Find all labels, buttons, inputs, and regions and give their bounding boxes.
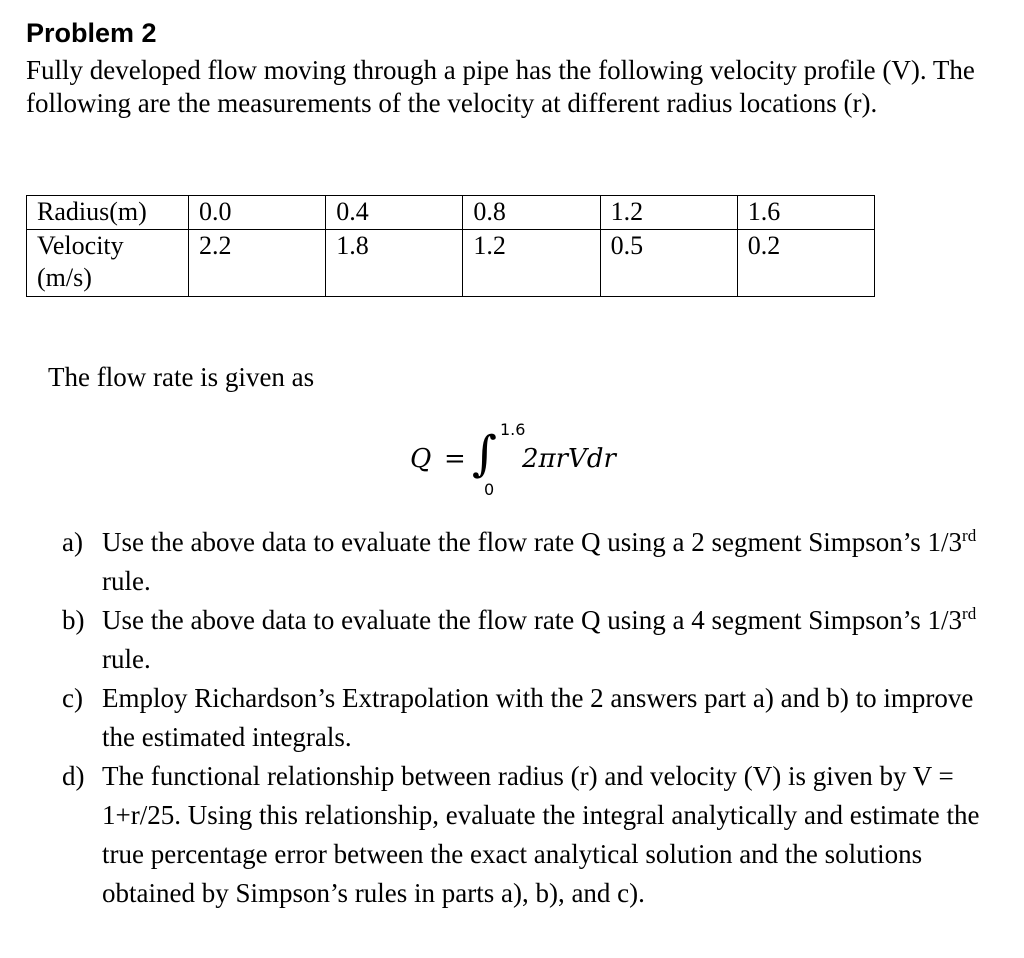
velocity-label: Velocity (m/s) xyxy=(27,230,189,297)
radius-cell: 1.2 xyxy=(600,196,737,230)
integral-sign: ∫ xyxy=(472,426,498,482)
integral-upper-limit: 1.6 xyxy=(500,420,526,439)
question-letter: a) xyxy=(62,527,83,557)
integral-lower-limit: 0 xyxy=(484,480,495,499)
question-tail: rule. xyxy=(102,566,151,596)
radius-cell: 0.0 xyxy=(189,196,326,230)
question-list xyxy=(62,523,1002,913)
question-text: Use the above data to evaluate the flow rate Q using a 2 segment Simpson’s 1/3 xyxy=(102,527,963,557)
formula-equals: = xyxy=(444,444,466,474)
radius-cell: 0.4 xyxy=(326,196,463,230)
velocity-cell: 0.5 xyxy=(600,230,737,297)
question-tail: rule. xyxy=(102,644,151,674)
question-c xyxy=(62,679,1002,757)
velocity-table xyxy=(26,195,875,297)
question-text: The functional relationship between radius (r) and velocity (V) is given by V = 1+r/25. Using this relationship, evaluate the integral analytically and estimate the true percentage error between the exact analytical solution and the solutions obtained by Simpson’s rules in parts a), b), and c). xyxy=(102,761,980,908)
flow-rate-intro: The flow rate is given as xyxy=(48,362,315,392)
question-superscript: rd xyxy=(962,604,977,623)
question-superscript: rd xyxy=(962,526,977,545)
radius-cell: 0.8 xyxy=(463,196,600,230)
velocity-cell: 1.2 xyxy=(463,230,600,297)
radius-row xyxy=(27,196,875,230)
question-text: Employ Richardson’s Extrapolation with the 2 answers part a) and b) to improve the estimated integrals. xyxy=(102,683,974,752)
question-letter: b) xyxy=(62,605,85,635)
velocity-cell: 0.2 xyxy=(737,230,874,297)
integrand: 2πrVdr xyxy=(522,444,616,474)
question-letter: c) xyxy=(62,683,83,713)
radius-cell: 1.6 xyxy=(737,196,874,230)
velocity-cell: 1.8 xyxy=(326,230,463,297)
problem-title: Problem 2 xyxy=(26,18,157,48)
question-letter: d) xyxy=(62,761,85,791)
question-b xyxy=(62,601,1002,679)
formula-lhs: Q xyxy=(410,444,432,474)
question-text: Use the above data to evaluate the flow rate Q using a 4 segment Simpson’s 1/3 xyxy=(102,605,963,635)
question-d xyxy=(62,757,1002,913)
velocity-row xyxy=(27,230,875,297)
question-a xyxy=(62,523,1002,601)
velocity-cell: 2.2 xyxy=(189,230,326,297)
flow-rate-formula xyxy=(410,420,650,500)
radius-label: Radius(m) xyxy=(27,196,189,230)
problem-intro: Fully developed flow moving through a pipe has the following velocity profile (V). The following are the measurements of the velocity at different radius locations (r). xyxy=(26,55,975,118)
